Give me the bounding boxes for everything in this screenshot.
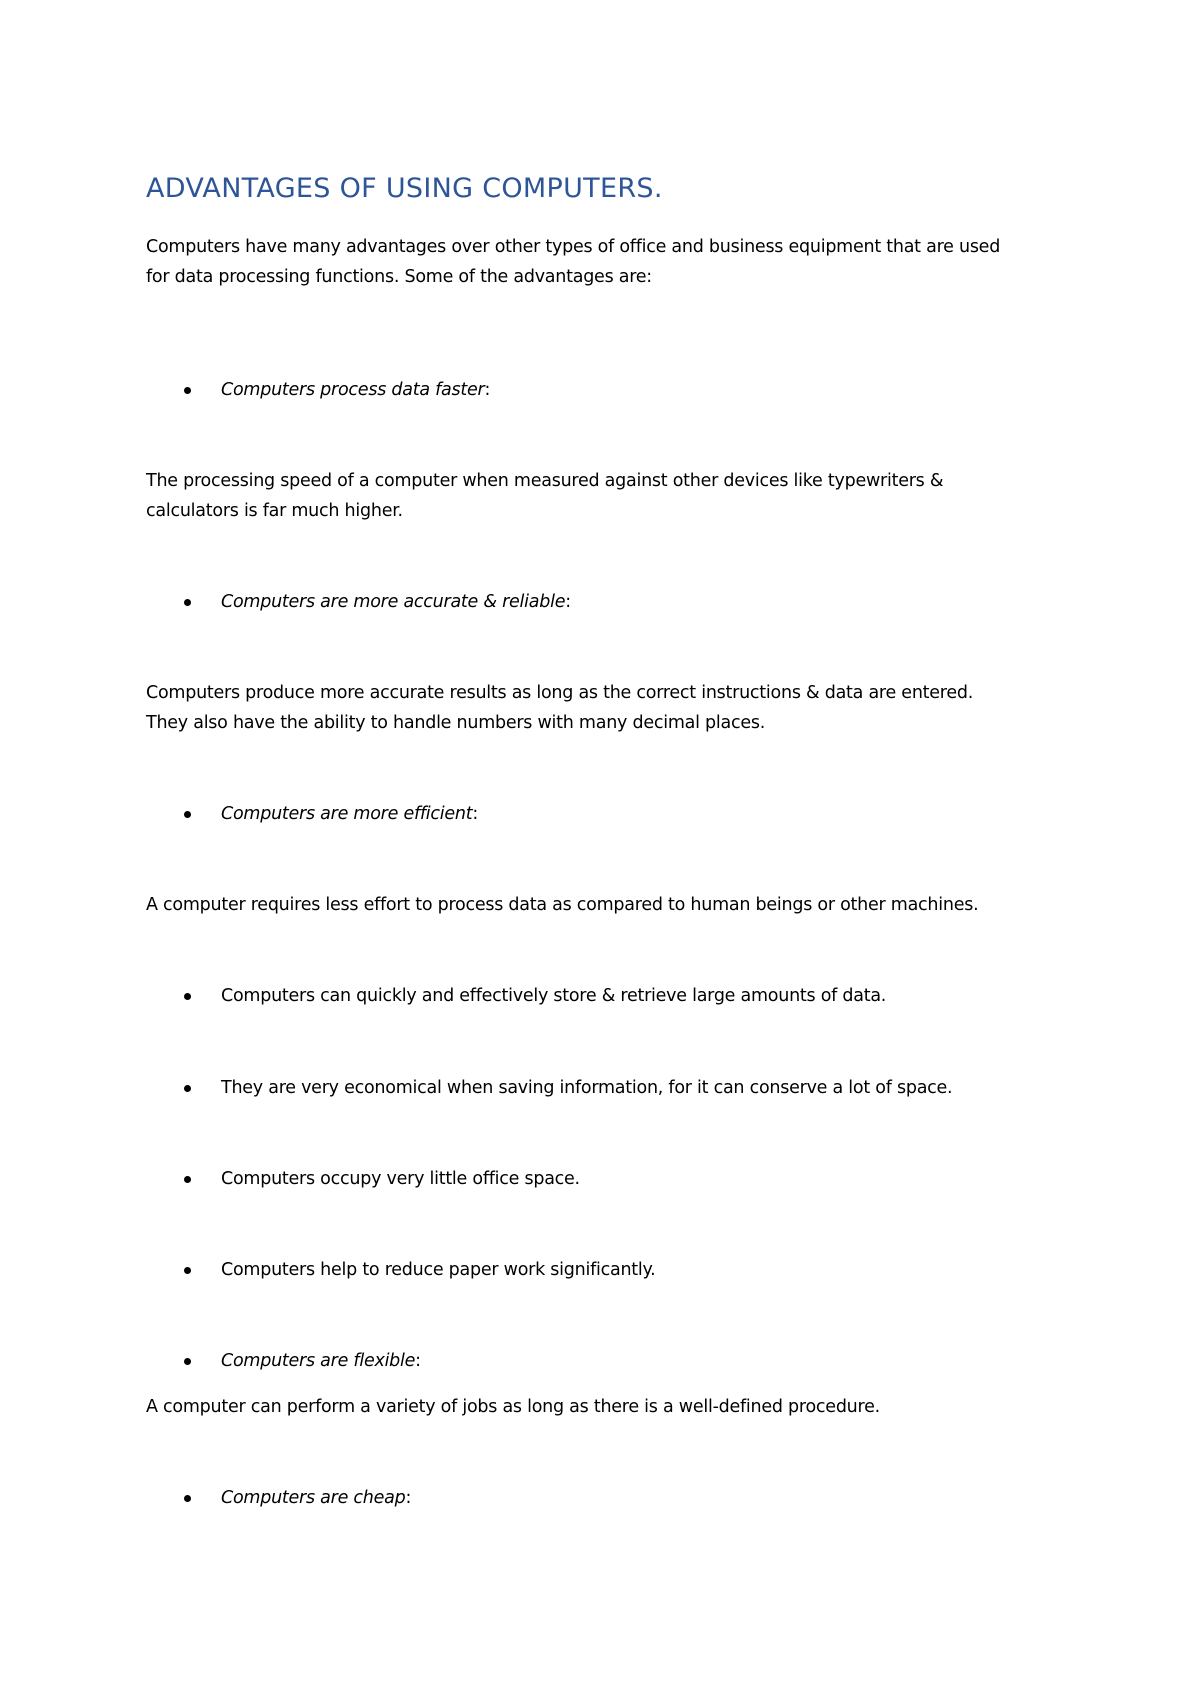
- intro-line-2: for data processing functions. Some of the advantages are:: [146, 267, 652, 287]
- bullet-text: Computers occupy very little office space.: [221, 1169, 580, 1189]
- bullet-colon: :: [484, 380, 491, 400]
- bullet-item-flexible: [180, 1346, 421, 1376]
- intro-line-1: Computers have many advantages over other types of office and business equipment that are used: [146, 237, 1001, 257]
- section-1-body-line-1: The processing speed of a computer when measured against other devices like typewriters &: [146, 471, 944, 491]
- bullet-icon: [184, 1358, 191, 1365]
- section-2-body-line-2: They also have the ability to handle numbers with many decimal places.: [146, 713, 766, 733]
- bullet-item-cheap: [180, 1483, 411, 1513]
- bullet-item-process-faster: [180, 375, 490, 405]
- bullet-item-efficient: [180, 799, 478, 829]
- bullet-icon: [184, 1495, 191, 1502]
- bullet-icon: [184, 1085, 191, 1092]
- flexible-body: A computer can perform a variety of jobs as long as there is a well-defined procedure.: [146, 1397, 880, 1417]
- bullet-colon: :: [472, 804, 479, 824]
- bullet-colon: :: [415, 1351, 421, 1371]
- section-2-body-line-1: Computers produce more accurate results as long as the correct instructions & data are entered.: [146, 683, 974, 703]
- section-1-body-line-2: calculators is far much higher.: [146, 501, 403, 521]
- bullet-colon: :: [565, 592, 571, 612]
- bullet-heading: Computers are more accurate & reliable: [221, 592, 566, 612]
- bullet-heading: Computers process data faster: [221, 380, 485, 400]
- bullet-item-accurate-reliable: [180, 587, 571, 617]
- bullet-icon: [184, 1267, 191, 1274]
- bullet-item-economical: [180, 1073, 952, 1103]
- bullet-heading: Computers are more efficient: [221, 804, 473, 824]
- bullet-icon: [184, 599, 191, 606]
- bullet-heading: Computers are cheap: [221, 1488, 406, 1508]
- bullet-item-paper-work: [180, 1255, 655, 1285]
- bullet-text: They are very economical when saving information, for it can conserve a lot of space.: [221, 1078, 953, 1098]
- bullet-icon: [184, 1176, 191, 1183]
- bullet-item-office-space: [180, 1164, 580, 1194]
- document-title: ADVANTAGES OF USING COMPUTERS.: [146, 173, 663, 204]
- bullet-text: Computers help to reduce paper work significantly.: [221, 1260, 656, 1280]
- bullet-item-store-retrieve: [180, 981, 886, 1011]
- bullet-icon: [184, 993, 191, 1000]
- bullet-colon: :: [405, 1488, 412, 1508]
- section-3-body-line-1: A computer requires less effort to process data as compared to human beings or other machines.: [146, 895, 979, 915]
- bullet-heading: Computers are flexible: [221, 1351, 416, 1371]
- bullet-icon: [184, 387, 191, 394]
- bullet-icon: [184, 811, 191, 818]
- bullet-text: Computers can quickly and effectively store & retrieve large amounts of data.: [221, 986, 887, 1006]
